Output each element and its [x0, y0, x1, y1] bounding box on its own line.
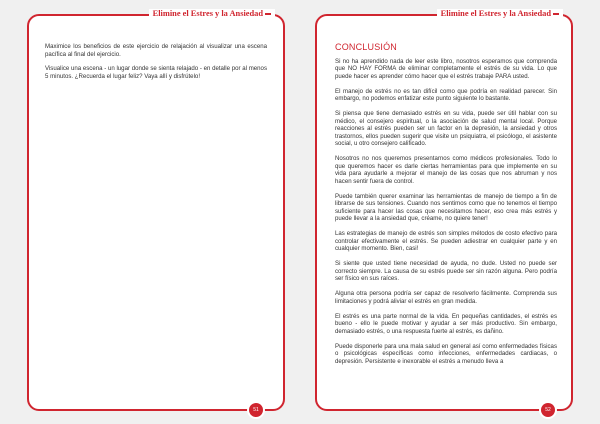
paragraph: Si piensa que tiene demasiado estrés en su vida, puede ser útil hablar con su médico, el consejero espiritual, o la asociación de salud mental local. Porque reacciones al estrés pueden ser un factor en la depresión, la ansiedad y otros trastornos, ellos pueden sugerir que visite un psiquiatra, el psicólogo, el asistente social, u otro consejero calificado. — [335, 109, 557, 148]
left-page — [27, 9, 285, 413]
left-page-content — [45, 43, 267, 88]
header-title: Elimine el Estres y la Ansiedad — [152, 9, 263, 18]
header-title: Elimine el Estres y la Ansiedad — [440, 9, 551, 18]
page-number: 52 — [541, 403, 555, 417]
paragraph: Puede disponerle para una mala salud en general así como enfermedades físicas o psicológicas específicas como infecciones, enfermedades cardiacas, o depresión. Persistente e inexorable el estrés a menudo lleva a — [335, 342, 557, 365]
page-header — [437, 9, 563, 18]
right-page-content — [335, 44, 557, 365]
header-bar — [265, 13, 271, 15]
paragraph: El estrés es una parte normal de la vida. En pequeñas cantidades, el estrés es bueno - ello le puede motivar y ayudar a ser más productivo. Sin embargo, demasiado estrés, o una respuesta fuerte al estrés, es dañino. — [335, 312, 557, 335]
header-bar — [553, 13, 559, 15]
right-page — [315, 9, 573, 413]
paragraph: Alguna otra persona podría ser capaz de resolverlo fácilmente. Comprenda sus limitaciones y podrá aliviar el estrés en gran medida. — [335, 290, 557, 305]
paragraph: Si no ha aprendido nada de leer este libro, nosotros esperamos que comprenda que NO HAY FORMA de eliminar completamente el estrés de su vida. Lo que puede hacer es aprender cómo hacer que el estrés trabaje PARA usted. — [335, 57, 557, 80]
paragraph: Si siente que usted tiene necesidad de ayuda, no dude. Usted no puede ser correcto siempre. La causa de su estrés puede ser sin razón alguna. Pero podría ser físico en sus raíces. — [335, 260, 557, 283]
paragraph: Nosotros no nos queremos presentarnos como médicos profesionales. Todo lo que queremos hacer es darle ciertas herramientas para que implemente en su vida para ayudarle a mejorar el manejo de las cosas que nos abruman y nos hacen sentir fuera de control. — [335, 155, 557, 185]
section-title: CONCLUSIÓN — [335, 42, 398, 52]
page-header — [149, 9, 275, 18]
paragraph: Puede también querer examinar las herramientas de manejo de tiempo a fin de librarse de sus tensiones. Cuando nos sentimos como que no tenemos el tiempo suficiente para hacer las cosas que necesitamos hacer, eso crea más estrés y puede llevar a la ansiedad que, créame, no quiere tener! — [335, 192, 557, 223]
paragraph: Visualice una escena - un lugar donde se sienta relajado - en detalle por al menos 5 minutos. ¿Recuerda el lugar feliz? Vaya allí y disfrútelo! — [45, 65, 267, 80]
paragraph: Maximice los beneficios de este ejercicio de relajación al visualizar una escena pacífica al final del ejercicio. — [45, 43, 267, 58]
paragraph: Las estrategias de manejo de estrés son simples métodos de costo efectivo para controlar efectivamente el estrés. Se pueden adiestrar en cualquier parte y en cualquier momento. Bien, casi! — [335, 230, 557, 253]
paragraph: El manejo de estrés no es tan difícil como que podría en realidad parecer. Sin embargo, no podemos enfatizar este punto siguiente lo bastante. — [335, 87, 557, 103]
page-number: 51 — [249, 403, 263, 417]
